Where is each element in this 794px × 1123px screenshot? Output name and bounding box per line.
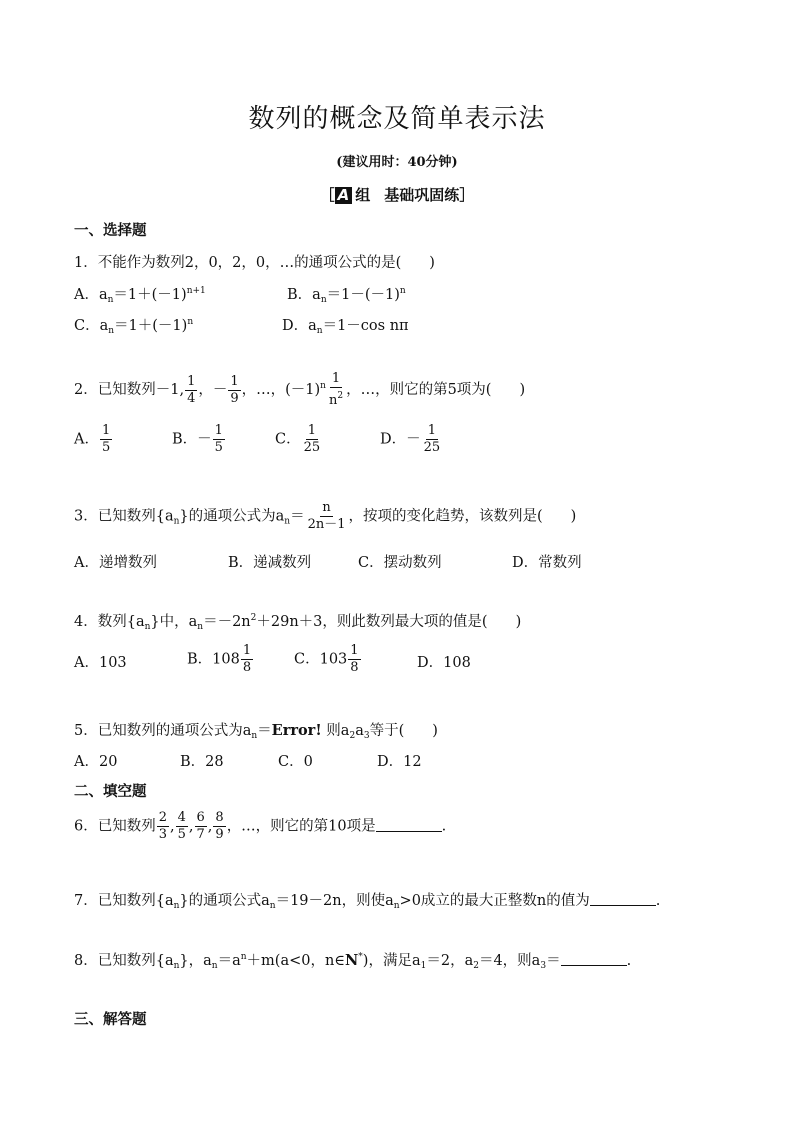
section-solve: 三、解答题 [74, 1011, 147, 1028]
group-letter-badge: A [335, 187, 353, 204]
q5-option-a: A．20 [74, 754, 118, 770]
q5-option-b: B．28 [180, 754, 224, 770]
q2-option-a: A． $\frac{1}{5}$ [74, 423, 111, 455]
q4-option-b: B．108 $\frac{1}{8}$ [187, 643, 252, 675]
q4-option-d: D．108 [417, 655, 471, 671]
answer-blank-8 [561, 951, 627, 966]
q5-option-c: C．0 [278, 754, 313, 770]
question-5: 5．已知数列的通项公式为$a_n=Error$! 则$a_2a_3$等于( ) [74, 722, 438, 741]
q4-option-c: C．103 $\frac{1}{8}$ [294, 643, 359, 675]
page-title: 数列的概念及简单表示法 [248, 104, 546, 134]
q2-option-c: C． $\frac{1}{25}$ [275, 423, 321, 455]
section-fill: 二、填空题 [74, 783, 147, 800]
question-2: 2．已知数列－1, $\frac{1}{4}$ ，－ $\frac{1}{9}$ ，…，$(-1)^n$ $\frac{1}{n^2}$ ，…，则它的第5项为( ) [74, 371, 526, 408]
q5-option-d: D．12 [377, 754, 422, 770]
group-heading: ［ A 组 基础巩固练］ [319, 186, 475, 204]
answer-blank-7 [590, 891, 656, 906]
section-choice: 一、选择题 [74, 222, 147, 239]
q3-option-d: D．常数列 [512, 555, 582, 571]
group-label: 基础巩固练 [384, 186, 460, 204]
q1-option-b: B．$a_n=1-(-1)^n$ [287, 286, 406, 305]
q2-option-d: D．－ $\frac{1}{25}$ [380, 423, 441, 455]
question-6: 6．已知数列 $\frac{2}{3}$ , $\frac{4}{5}$ , $\frac{6}{7}$ , $\frac{8}{9}$ ，…，则它的第10项是 . [74, 810, 447, 842]
suggested-time: (建议用时：40分钟) [336, 155, 458, 170]
q1-option-c: C．$a_n=1+(-1)^n$ [74, 317, 194, 336]
question-7: 7．已知数列$\{a_n\}$的通项公式$a_n=19-2n$，则使$a_n>0$成立的最大正整数n的值为 . [74, 893, 661, 911]
q3-option-a: A．递增数列 [74, 555, 157, 571]
q3-option-c: C．摆动数列 [358, 555, 442, 571]
question-1: 1．不能作为数列2，0，2，0，…的通项公式的是( ) [74, 255, 435, 271]
q1-option-d: D．$a_n=1-\cos$ nπ [282, 318, 409, 336]
q1-option-a: A．$a_n=1+(-1)^{n+1}$ [74, 286, 206, 305]
q3-option-b: B．递减数列 [228, 555, 312, 571]
question-8: 8．已知数列$\{a_n\}$，$a_n=a^n+m(a<0$，n∈N*)，满足$a_1=2$，$a_2=4$，则$a_3=$ . [74, 952, 632, 971]
answer-blank-6 [376, 817, 442, 832]
question-4: 4．数列$\{a_n\}$中，$a_n=-2n^2+29n+3$，则此数列最大项的值是( ) [74, 613, 522, 632]
q4-option-a: A．103 [74, 655, 127, 671]
question-3: 3．已知数列$\{a_n\}$的通项公式为$a_n=$ $\frac{n}{2n-1}$ ，按项的变化趋势，该数列是( ) [74, 500, 577, 532]
q2-option-b: B．－ $\frac{1}{5}$ [172, 423, 223, 455]
